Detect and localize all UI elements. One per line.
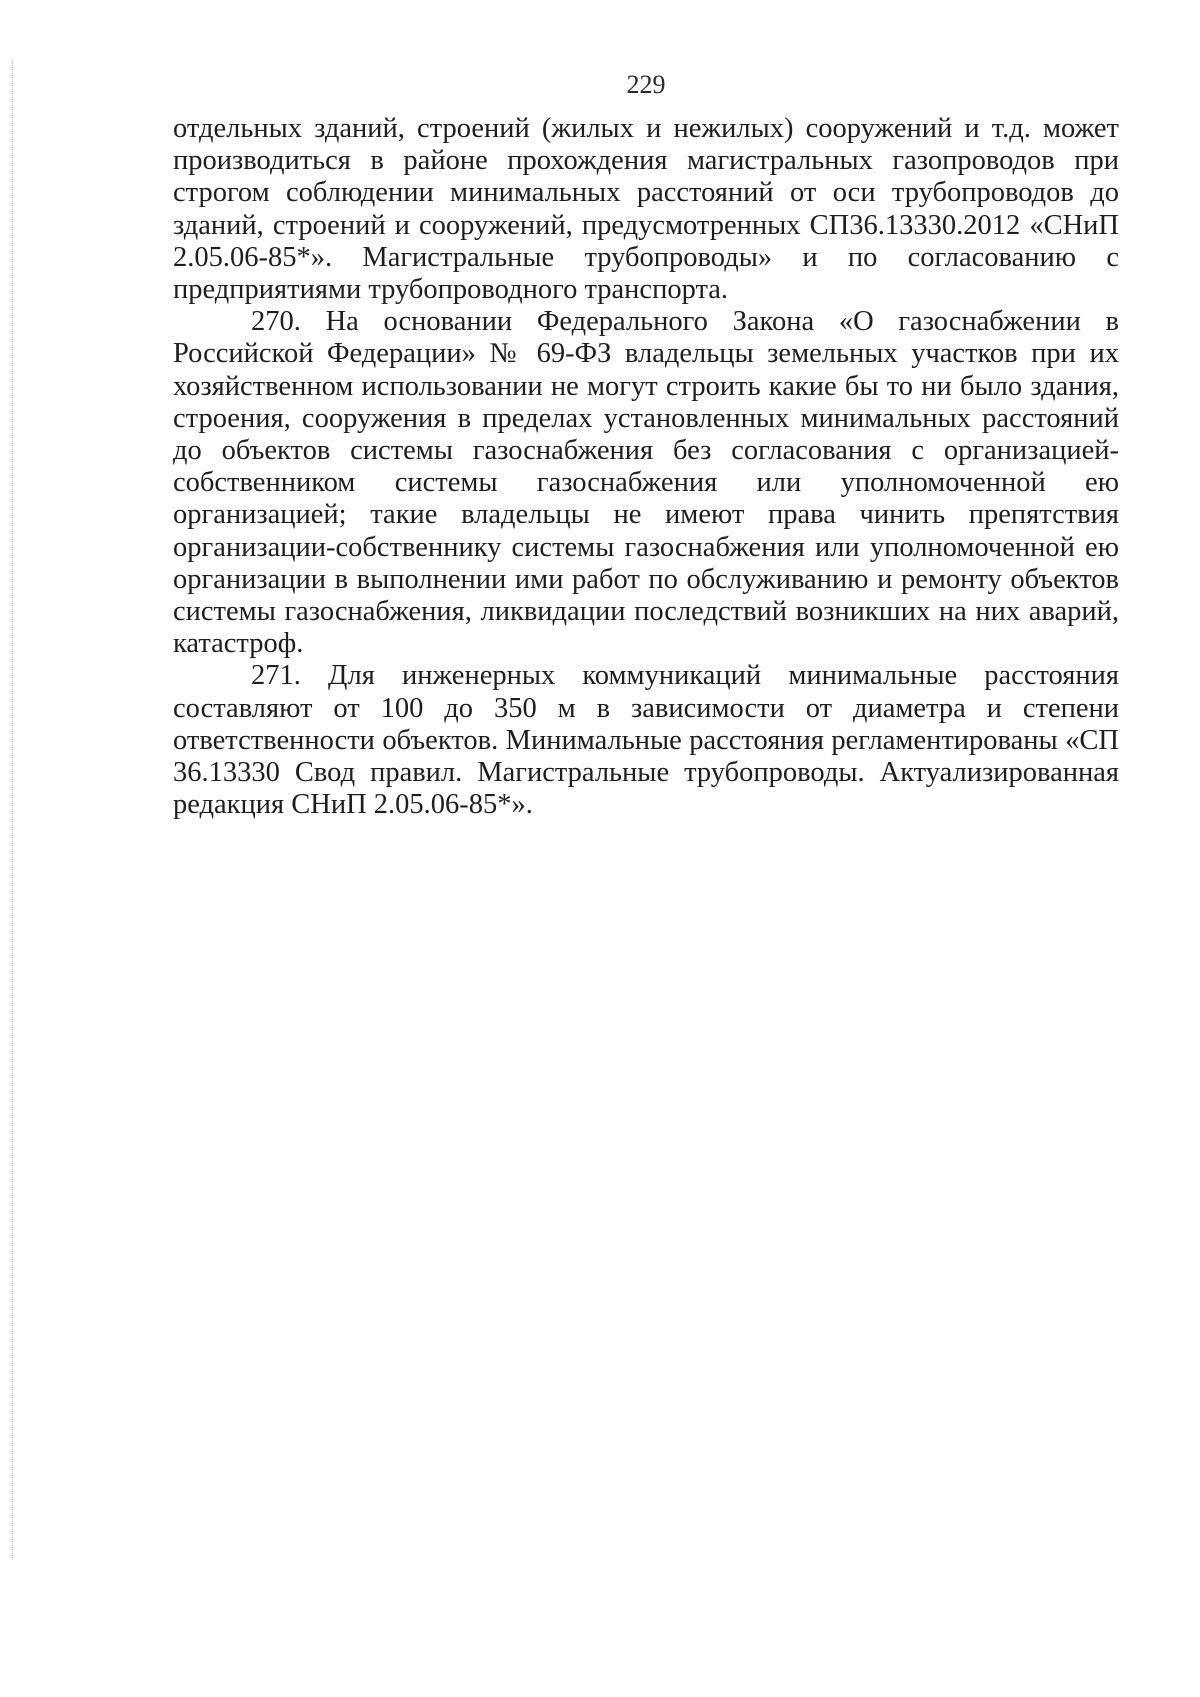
scan-edge-artifact <box>12 60 13 1560</box>
paragraph-270: 270. На основании Федерального Закона «О газоснабжении в Российской Федерации» № 69-ФЗ владельцы земельных участков при их хозяйственном использовании не могут строить какие бы то ни было здания, строения, сооружения в пределах установленных минимальных расстояний до объектов системы газоснабжения без согласования с организацией-собственником системы газоснабжения или уполномоченной ею организацией; такие владельцы не имеют права чинить препятствия организации-собственнику системы газоснабжения или уполномоченной ею организации в выполнении ими работ по обслуживанию и ремонту объектов системы газоснабжения, ликвидации последствий возникших на них аварий, катастроф. <box>173 306 1119 660</box>
paragraph-271: 271. Для инженерных коммуникаций минимальные расстояния составляют от 100 до 350 м в зависимости от диаметра и степени ответственности объектов. Минимальные расстояния регламентированы «СП 36.13330 Свод правил. Магистральные трубопроводы. Актуализированная редакция СНиП 2.05.06-85*». <box>173 660 1119 821</box>
body-text <box>173 113 1119 821</box>
page-number: 229 <box>626 70 666 99</box>
paragraph-continuation: отдельных зданий, строений (жилых и нежилых) сооружений и т.д. может производиться в районе прохождения магистральных газопроводов при строгом соблюдении минимальных расстояний от оси трубопроводов до зданий, строений и сооружений, предусмотренных СП36.13330.2012 «СНиП 2.05.06-85*». Магистральные трубопроводы» и по согласованию с предприятиями трубопроводного транспорта. <box>173 113 1119 306</box>
